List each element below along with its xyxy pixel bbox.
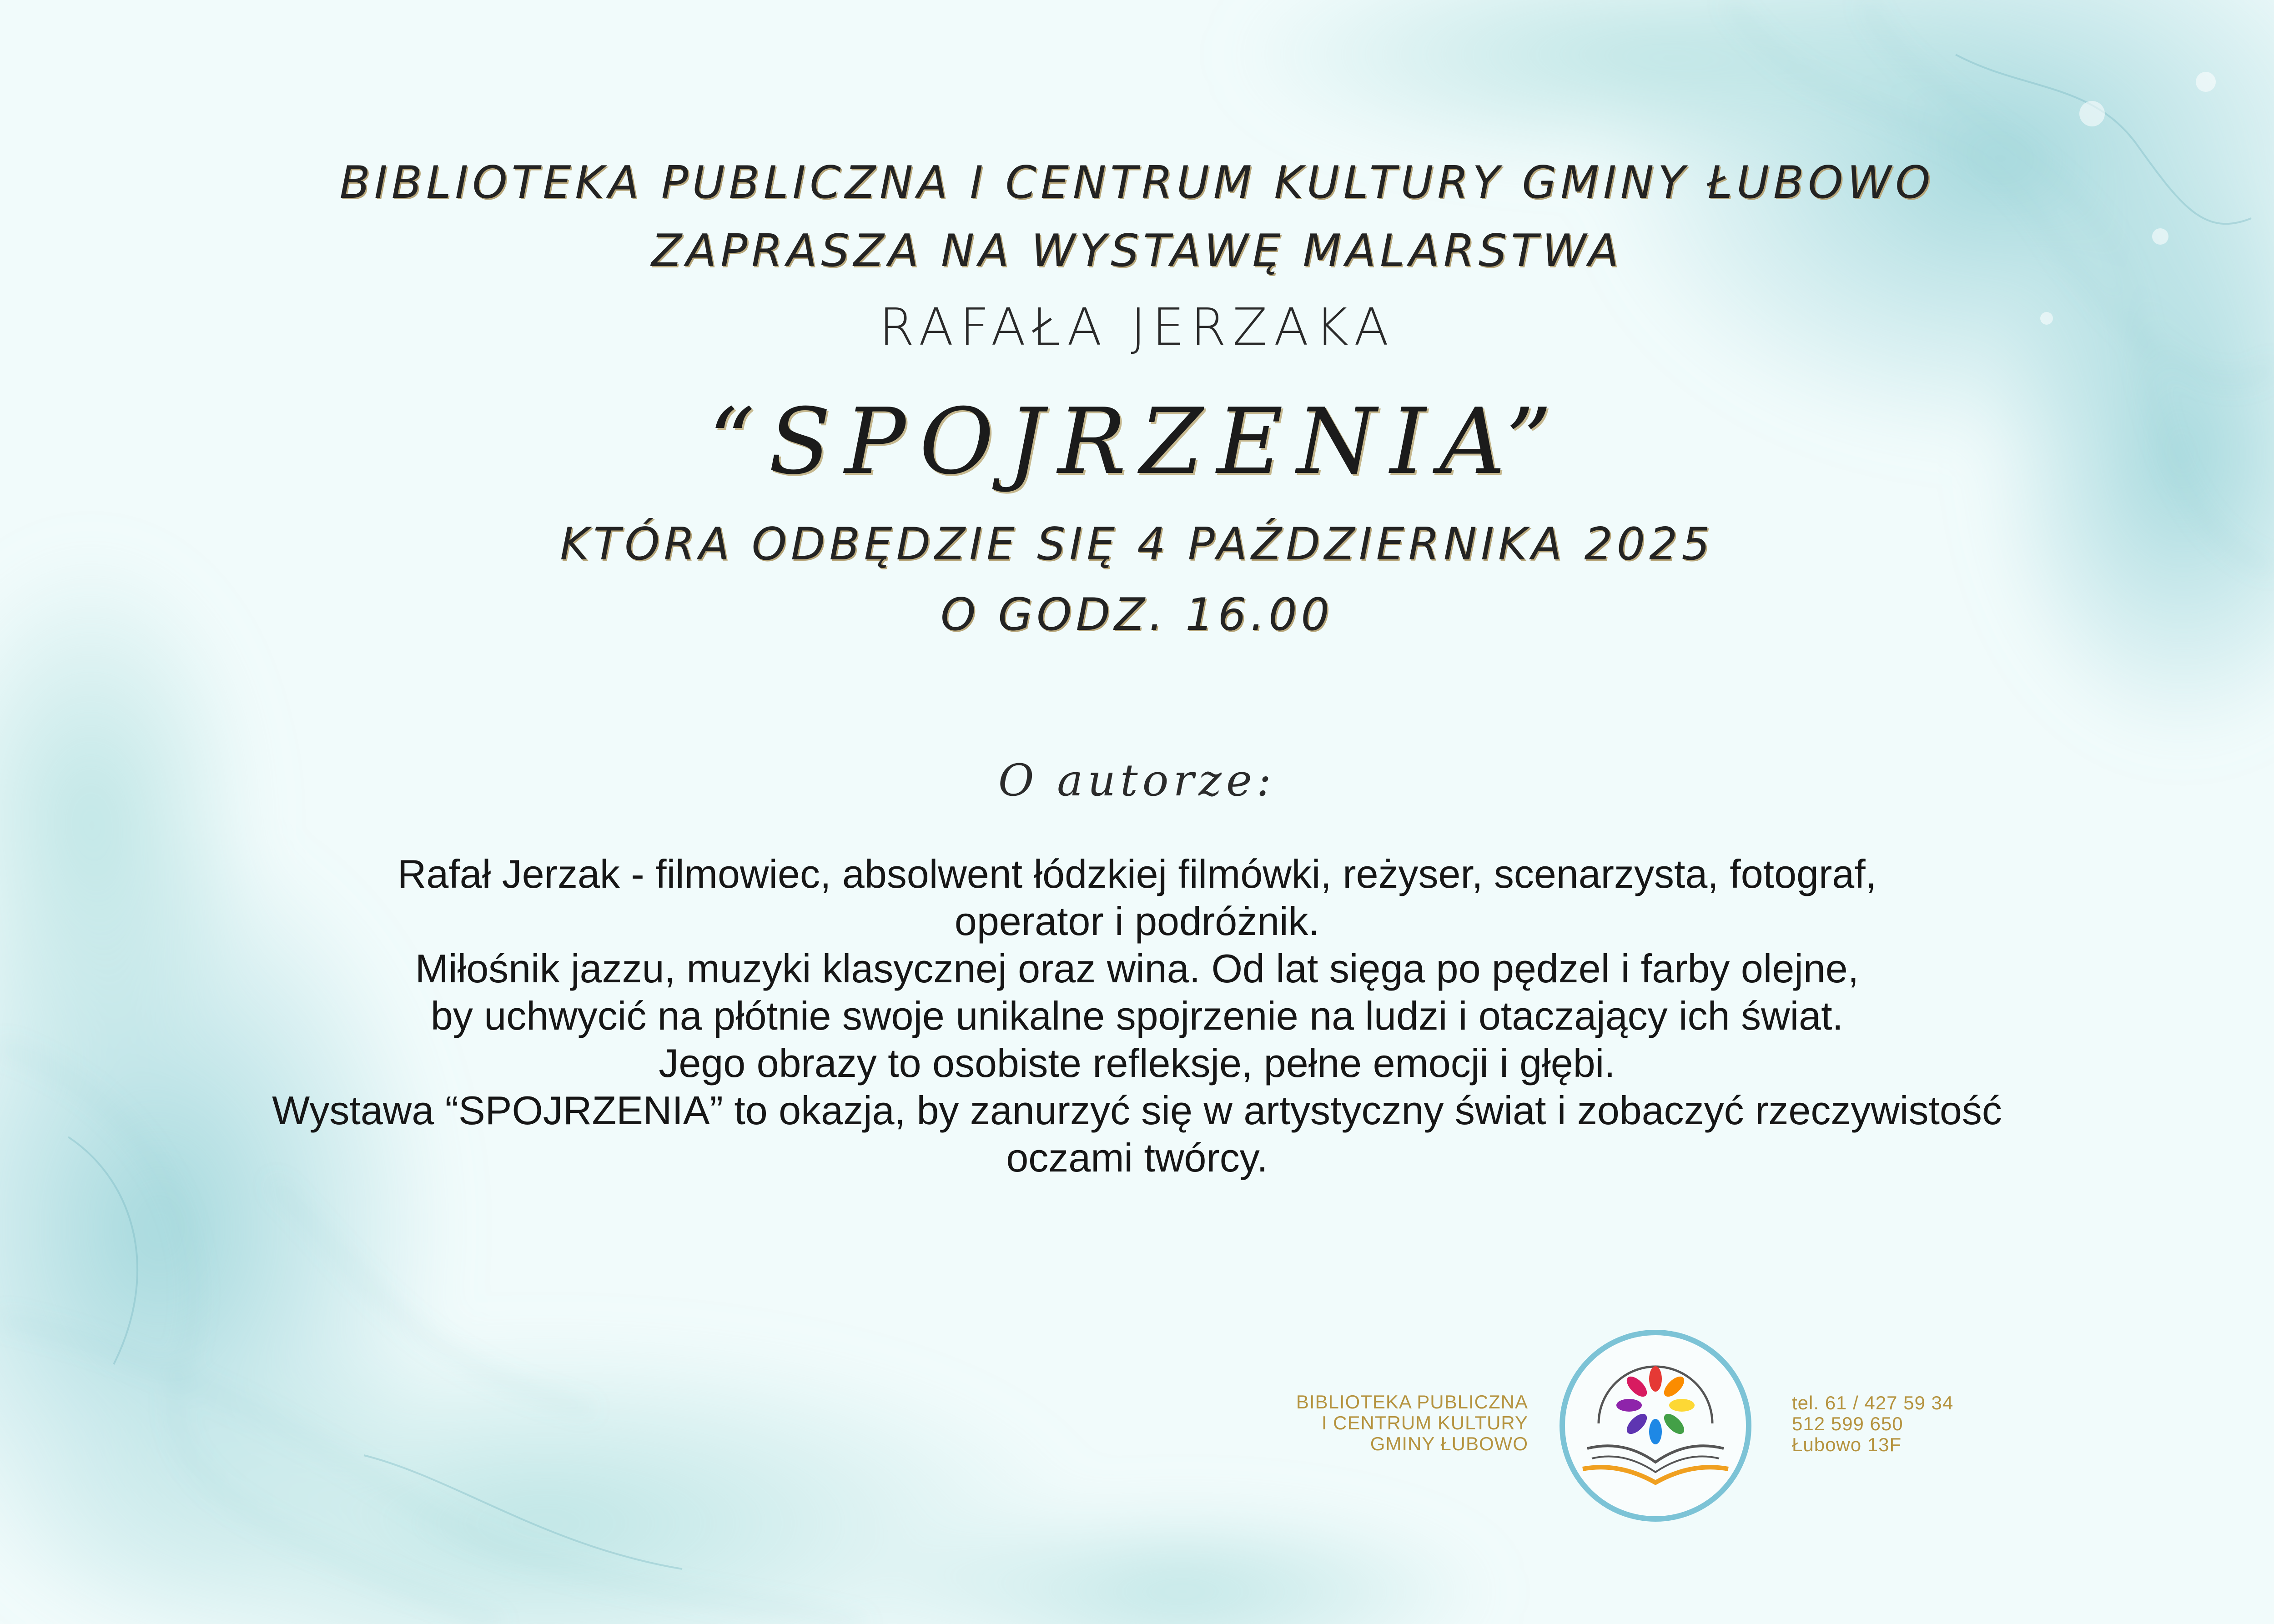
- header-line-organization: BIBLIOTEKA PUBLICZNA I CENTRUM KULTURY GMINY ŁUBOWO: [339, 157, 1935, 209]
- bio-line: Wystawa “SPOJRZENIA” to okazja, by zanurzyć się w artystyczny świat i zobaczyć rzeczywistość: [272, 1088, 2002, 1133]
- footer-organization: [1119, 1392, 1528, 1454]
- library-logo-icon: [1555, 1326, 1756, 1526]
- footer-org-line: BIBLIOTEKA PUBLICZNA: [1296, 1391, 1528, 1413]
- author-bio: [0, 850, 2274, 1182]
- bio-line: Jego obrazy to osobiste refleksje, pełne emocji i głębi.: [659, 1041, 1615, 1086]
- footer-contact-line: Łubowo 13F: [1792, 1434, 1902, 1455]
- header-line-invitation: ZAPRASZA NA WYSTAWĘ MALARSTWA: [651, 225, 1623, 277]
- bio-line: Rafał Jerzak - filmowiec, absolwent łódzkiej filmówki, reżyser, scenarzysta, fotograf,: [397, 851, 1877, 896]
- bio-line: operator i podróżnik.: [954, 899, 1320, 944]
- about-author-heading: O autorze:: [998, 755, 1276, 806]
- event-time: O GODZ. 16.00: [941, 589, 1333, 641]
- event-date: KTÓRA ODBĘDZIE SIĘ 4 PAŹDZIERNIKA 2025: [560, 518, 1714, 570]
- footer-org-line: GMINY ŁUBOWO: [1370, 1433, 1528, 1454]
- bio-line: oczami twórcy.: [1006, 1135, 1268, 1180]
- exhibition-title: “SPOJRZENIA”: [708, 389, 1566, 495]
- footer-org-line: I CENTRUM KULTURY: [1321, 1412, 1528, 1433]
- footer-contact-line: 512 599 650: [1792, 1413, 1903, 1434]
- footer-contact: [1792, 1393, 2110, 1455]
- artist-name: RAFAŁA JERZAKA: [879, 298, 1395, 357]
- footer-contact-line: tel. 61 / 427 59 34: [1792, 1392, 1954, 1413]
- bio-line: by uchwycić na płótnie swoje unikalne spojrzenie na ludzi i otaczający ich świat.: [430, 993, 1844, 1038]
- bio-line: Miłośnik jazzu, muzyki klasycznej oraz wina. Od lat sięga po pędzel i farby olejne,: [415, 946, 1859, 991]
